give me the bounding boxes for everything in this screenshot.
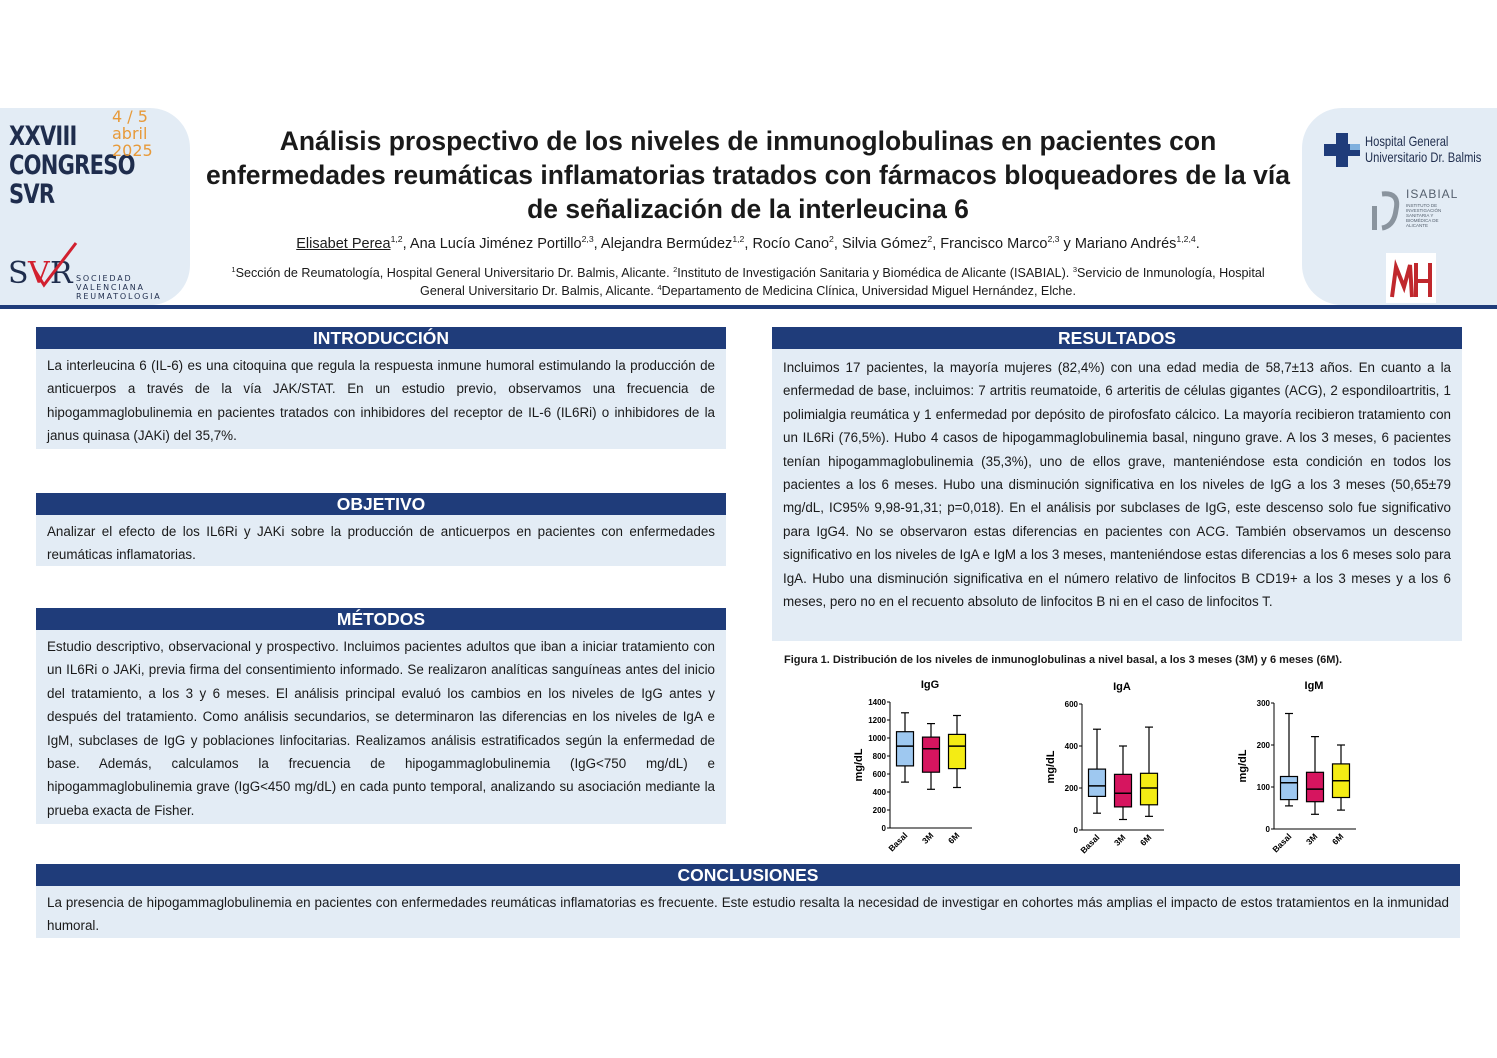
svg-text:V: V [28, 256, 50, 291]
y-tick-label: 400 [872, 788, 886, 797]
y-tick-label: 400 [1064, 742, 1078, 751]
author-name: Elisabet Perea [296, 236, 391, 252]
affiliation-number: 3 [1072, 264, 1078, 274]
box-iqr [923, 737, 940, 772]
affiliation-text: Sección de Reumatología, Hospital General Universitario Dr. Balmis, Alicante. [235, 266, 674, 280]
objective-heading: OBJETIVO [36, 493, 726, 515]
y-tick-label: 600 [872, 770, 886, 779]
hospital-name-line-1: Hospital General [1365, 133, 1449, 149]
society-line-1: SOCIEDAD VALENCIANA [76, 274, 145, 292]
box-iqr [1281, 777, 1298, 800]
box-iqr [1089, 769, 1106, 796]
hospital-name-line-2: Universitario Dr. Balmis [1365, 149, 1482, 165]
affiliation-text: Servicio de Inmunología, Hospital General Universitario Dr. Balmis, Alicante. [420, 266, 1265, 298]
conclusions-text: La presencia de hipogammaglobulinemia en pacientes con enfermedades reumáticas inflamatorias es frecuente. Este estudio resalta la necesidad de investigar en cohortes más amplias el impacto de estos tratamientos en la inmunidad humoral. [47, 895, 1449, 934]
author-list: Elisabet Perea$^{1,2}$, Ana Lucía Jiménez Portillo$^{2,3}$, Alejandra Bermúdez$^{1,2}$, Rocío Cano$^2$, Silvia Gómez$^2$, Francisco Marco$^{2,3}$ y Mariano Andrés$^{1,2,4}$. [296, 234, 1200, 252]
affiliation-number: 1 [231, 264, 236, 274]
congress-logo-panel [0, 108, 190, 305]
x-category-label: 3M [1111, 832, 1128, 848]
author-affiliation-mark: 2,3 [581, 234, 594, 245]
svg-text:R: R [50, 256, 73, 291]
society-name [76, 274, 190, 301]
box-iqr [949, 734, 966, 768]
header-divider [0, 305, 1497, 309]
author-affiliation-mark: 2 [927, 234, 933, 245]
box-iqr [897, 732, 914, 766]
results-heading: RESULTADOS [772, 327, 1462, 349]
author-affiliation-mark: 1,2,4 [1176, 234, 1196, 245]
author-affiliation-mark: 2,3 [1047, 234, 1060, 245]
author-affiliation-mark: 2 [829, 234, 834, 245]
y-tick-label: 1000 [868, 734, 886, 743]
objective-text: Analizar el efecto de los IL6Ri y JAKi sobre la producción de anticuerpos en pacientes con enfermedades reumáticas inflamatorias. [47, 524, 715, 563]
y-tick-label: 200 [872, 806, 886, 815]
y-tick-label: 800 [872, 752, 886, 761]
chart-title: IgA [1113, 681, 1131, 693]
affiliation-number: 2 [673, 264, 678, 274]
chart-title: IgG [920, 679, 940, 691]
author-affiliation-mark: 1,2 [390, 234, 403, 245]
y-tick-label: 100 [1256, 783, 1270, 792]
hospital-cross-icon [1324, 133, 1362, 167]
affiliations [230, 264, 1266, 300]
author-name: Silvia Gómez [841, 236, 928, 252]
poster-title: Análisis prospectivo de los niveles de inmunoglobulinas en pacientes con enfermedades reumáticas inflamatorias tratados con fármacos bloqueadores de la vía de señalización de la interleucina 6 [206, 126, 1290, 224]
isabial-logo-icon [1370, 188, 1402, 232]
author-name: Mariano Andrés [1074, 236, 1177, 252]
introduction-text: La interleucina 6 (IL-6) es una citoquina que regula la respuesta inmune humoral estimulando la producción de anticuerpos a través de la vía JAK/STAT. En un estudio previo, observamos una frecuencia de hipogammaglobulinemia en pacientes tratados con inhibidores del receptor de IL-6 (IL6Ri) o inhibidores de la janus quinasa (JAKi) del 35,7%. [47, 358, 715, 444]
results-section [772, 327, 1462, 641]
figure-boxplots [772, 670, 1462, 865]
hospital-name [1365, 133, 1481, 165]
y-tick-label: 600 [1064, 700, 1078, 709]
x-category-label: Basal [1078, 832, 1102, 856]
box-iqr [1115, 774, 1132, 807]
methods-section [36, 608, 726, 824]
y-tick-label: 200 [1256, 741, 1270, 750]
x-category-label: 6M [1137, 832, 1154, 848]
results-text: Incluimos 17 pacientes, la mayoría mujeres (82,4%) con una edad media de 58,7±13 años. En cuanto a la enfermedad de base, incluimos: 7 artritis reumatoide, 6 arteritis de células gigantes (ACG), 2 espondiloartritis, 1 polimialgia reumática y 1 enfermedad por depósito de pirofosfato cálcico. La mayoría recibieron tratamiento con un IL6Ri (76,5%). Hubo 4 casos de hipogammaglobulinemia basal, ninguno grave. A los 3 meses, 6 pacientes tenían hipogammaglobulinemia (35,3%), uno de ellos grave, manteniéndose esta condición en todos los pacientes a los 6 meses. Hubo una disminución significativa en los niveles de IgG a los 3 meses (50,65±79 mg/dL, IC95% 9,98-91,31; p=0,018). En el análisis por subclases de IgG, este descenso solo fue significativo para IgG4. No se observaron estas diferencias en pacientes con ACG. También observamos un descenso significativo en los niveles de IgA e IgM a los 3 meses, manteniéndose estas diferencias a los 6 meses solo para IgA. Hubo una disminución significativa en el número relativo de linfocitos B CD19+ a los 3 meses y a los 6 meses, pero no en el recuento absoluto de linfocitos B ni en el caso de linfocitos T. [783, 360, 1451, 610]
affiliation-text: Instituto de Investigación Sanitaria y Biomédica de Alicante (ISABIAL). [677, 266, 1073, 280]
x-category-label: 3M [1303, 831, 1320, 847]
methods-heading: MÉTODOS [36, 608, 726, 630]
y-tick-label: 300 [1256, 699, 1270, 708]
isabial-name: ISABIAL [1406, 187, 1459, 201]
box-iqr [1141, 773, 1158, 805]
author-name: Alejandra Bermúdez [600, 236, 733, 252]
congress-acronym: SVR [9, 179, 55, 210]
box-iqr [1307, 772, 1324, 801]
isabial-subtitle: INSTITUTO DE INVESTIGACIÓN SANITARIA Y BIOMÉDICA DE ALICANTE [1406, 203, 1442, 228]
author-name: Francisco Marco [940, 236, 1048, 252]
institution-logo-panel [1302, 108, 1497, 305]
y-tick-label: 0 [881, 824, 886, 833]
introduction-section [36, 327, 726, 449]
boxplot-canvas [772, 670, 1462, 865]
author-name: Ana Lucía Jiménez Portillo [409, 236, 582, 252]
y-axis-label: mg/dL [1237, 749, 1249, 783]
objective-section [36, 493, 726, 566]
affiliation-number: 4 [657, 282, 662, 292]
y-tick-label: 1400 [868, 698, 886, 707]
x-category-label: Basal [1270, 831, 1294, 855]
methods-text: Estudio descriptivo, observacional y prospectivo. Incluimos pacientes adultos que iban a iniciar tratamiento con un IL6Ri o JAKi, previa firma del consentimiento informado. Se realizaron analíticas sanguíneas antes del inicio del tratamiento, a los 3 y 6 meses. El análisis principal evaluó los cambios en los niveles de IgG antes y después del tratamiento. Como análisis secundarios, se determinaron las diferencias en los niveles de IgA e IgM, subclases de IgG y poblaciones linfocitarias. Realizamos análisis estratificados según la enfermedad de base. Además, calculamos la frecuencia de hipogammaglobulinemia (IgG<750 mg/dL) e hipogammaglobulinemia grave (IgG<450 mg/dL) en cada punto temporal, analizando su asociación mediante la prueba exacta de Fisher. [47, 639, 715, 818]
svg-text:S: S [8, 256, 29, 291]
x-category-label: 6M [1329, 831, 1346, 847]
introduction-heading: INTRODUCCIÓN [36, 327, 726, 349]
x-category-label: 6M [945, 830, 962, 846]
y-tick-label: 200 [1064, 784, 1078, 793]
congress-date-month: abril [112, 124, 148, 143]
x-category-label: 3M [919, 830, 936, 846]
affiliation-text: Departamento de Medicina Clínica, Universidad Miguel Hernández, Elche. [661, 284, 1076, 298]
y-tick-label: 0 [1265, 825, 1270, 834]
y-axis-label: mg/dL [853, 748, 865, 782]
x-category-label: Basal [886, 830, 910, 854]
y-tick-label: 0 [1073, 826, 1078, 835]
chart-title: IgM [1304, 680, 1324, 692]
author-affiliation-mark: 1,2 [732, 234, 745, 245]
society-line-2: REUMATOLOGIA [76, 292, 162, 301]
y-tick-label: 1200 [868, 716, 886, 725]
conclusions-section [36, 864, 1460, 938]
congress-roman: XXVIII [9, 121, 77, 152]
y-axis-label: mg/dL [1045, 750, 1057, 784]
poster-header [0, 108, 1497, 308]
mh-logo [1386, 253, 1436, 303]
congress-date-year: 2025 [112, 141, 153, 160]
author-name: Rocío Cano [752, 236, 830, 252]
congress-date [112, 108, 153, 159]
congress-word: CONGRESO [9, 150, 135, 181]
conclusions-heading: CONCLUSIONES [36, 864, 1460, 886]
congress-date-days: 4 / 5 [112, 107, 148, 126]
figure-caption: Figura 1. Distribución de los niveles de inmunoglobulinas a nivel basal, a los 3 meses (3M) y 6 meses (6M). [784, 654, 1343, 666]
